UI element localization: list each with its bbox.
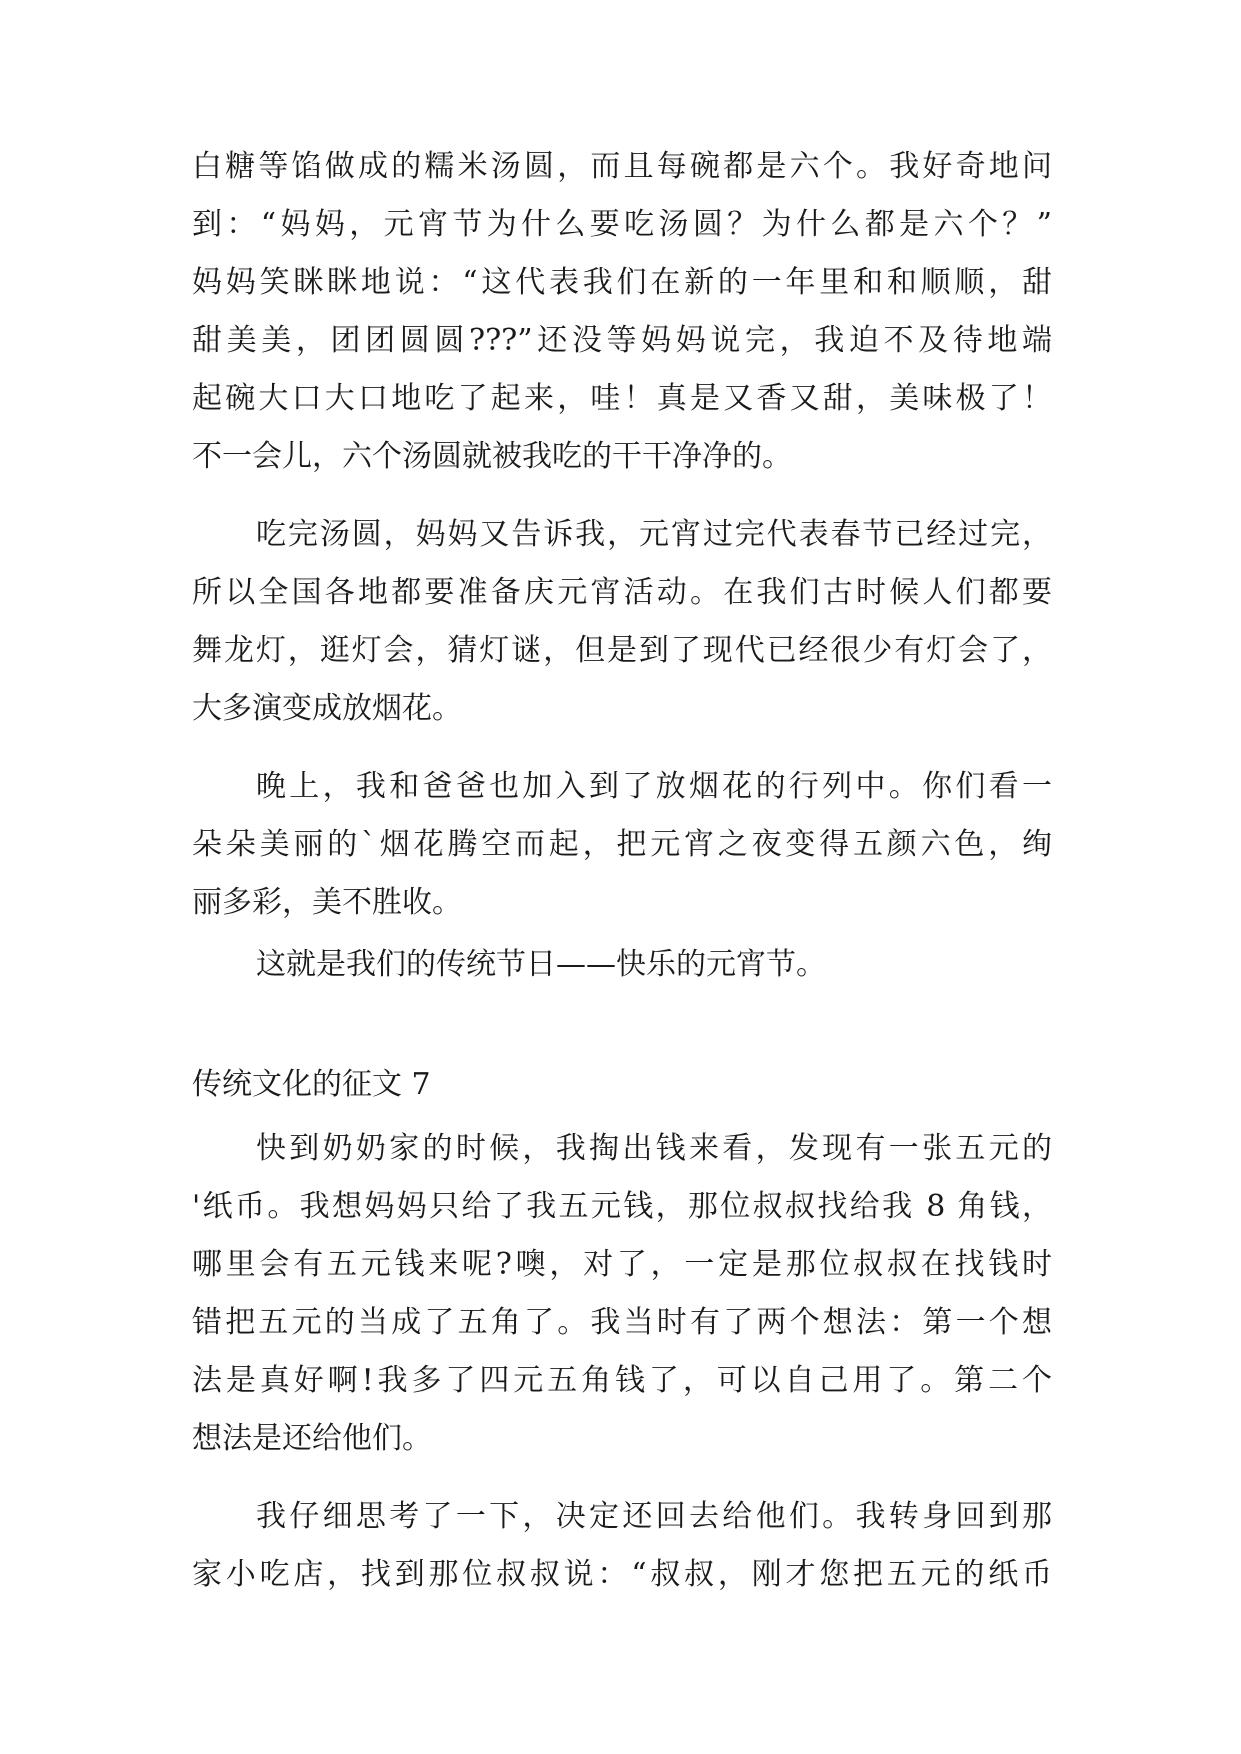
text-line: 家小吃店，找到那位叔叔说：“叔叔，刚才您把五元的纸币 [192,1557,1052,1592]
text-line: '纸币。我想妈妈只给了我五元钱，那位叔叔找给我 8 角钱， [192,1189,1052,1224]
text-line: 想法是还给他们。 [192,1421,432,1456]
text-line: 丽多彩，美不胜收。 [192,885,462,920]
text-line: 所以全国各地都要准备庆元宵活动。在我们古时候人们都要 [192,575,1052,610]
text-line: 到：“妈妈，元宵节为什么要吃汤圆？为什么都是六个？” [192,207,1052,242]
text-line: 舞龙灯，逛灯会，猜灯谜，但是到了现代已经很少有灯会了， [192,633,1052,668]
text-line: 起碗大口大口地吃了起来，哇！真是又香又甜，美味极了！ [192,381,1052,416]
text-line: 甜美美，团团圆圆???”还没等妈妈说完，我迫不及待地端 [192,323,1052,358]
text-line: 错把五元的当成了五角了。我当时有了两个想法：第一个想 [192,1305,1052,1340]
text-line: 这就是我们的传统节日——快乐的元宵节。 [256,947,826,982]
text-line: 妈妈笑眯眯地说：“这代表我们在新的一年里和和顺顺，甜 [192,265,1052,300]
text-line: 晚上，我和爸爸也加入到了放烟花的行列中。你们看一 [256,769,1052,804]
text-line: 朵朵美丽的`烟花腾空而起，把元宵之夜变得五颜六色，绚 [192,827,1052,862]
text-line: 快到奶奶家的时候，我掏出钱来看，发现有一张五元的 [256,1131,1052,1166]
text-line: 哪里会有五元钱来呢?噢，对了，一定是那位叔叔在找钱时 [192,1247,1052,1282]
text-line: 不一会儿，六个汤圆就被我吃的干干净净的。 [192,439,792,474]
text-line: 法是真好啊!我多了四元五角钱了，可以自己用了。第二个 [192,1363,1052,1398]
text-line: 大多演变成放烟花。 [192,691,462,726]
text-line: 白糖等馅做成的糯米汤圆，而且每碗都是六个。我好奇地问 [192,149,1052,184]
section-heading: 传统文化的征文 7 [192,1067,431,1102]
text-line: 吃完汤圆，妈妈又告诉我，元宵过完代表春节已经过完， [256,517,1052,552]
text-line: 我仔细思考了一下，决定还回去给他们。我转身回到那 [256,1499,1052,1534]
